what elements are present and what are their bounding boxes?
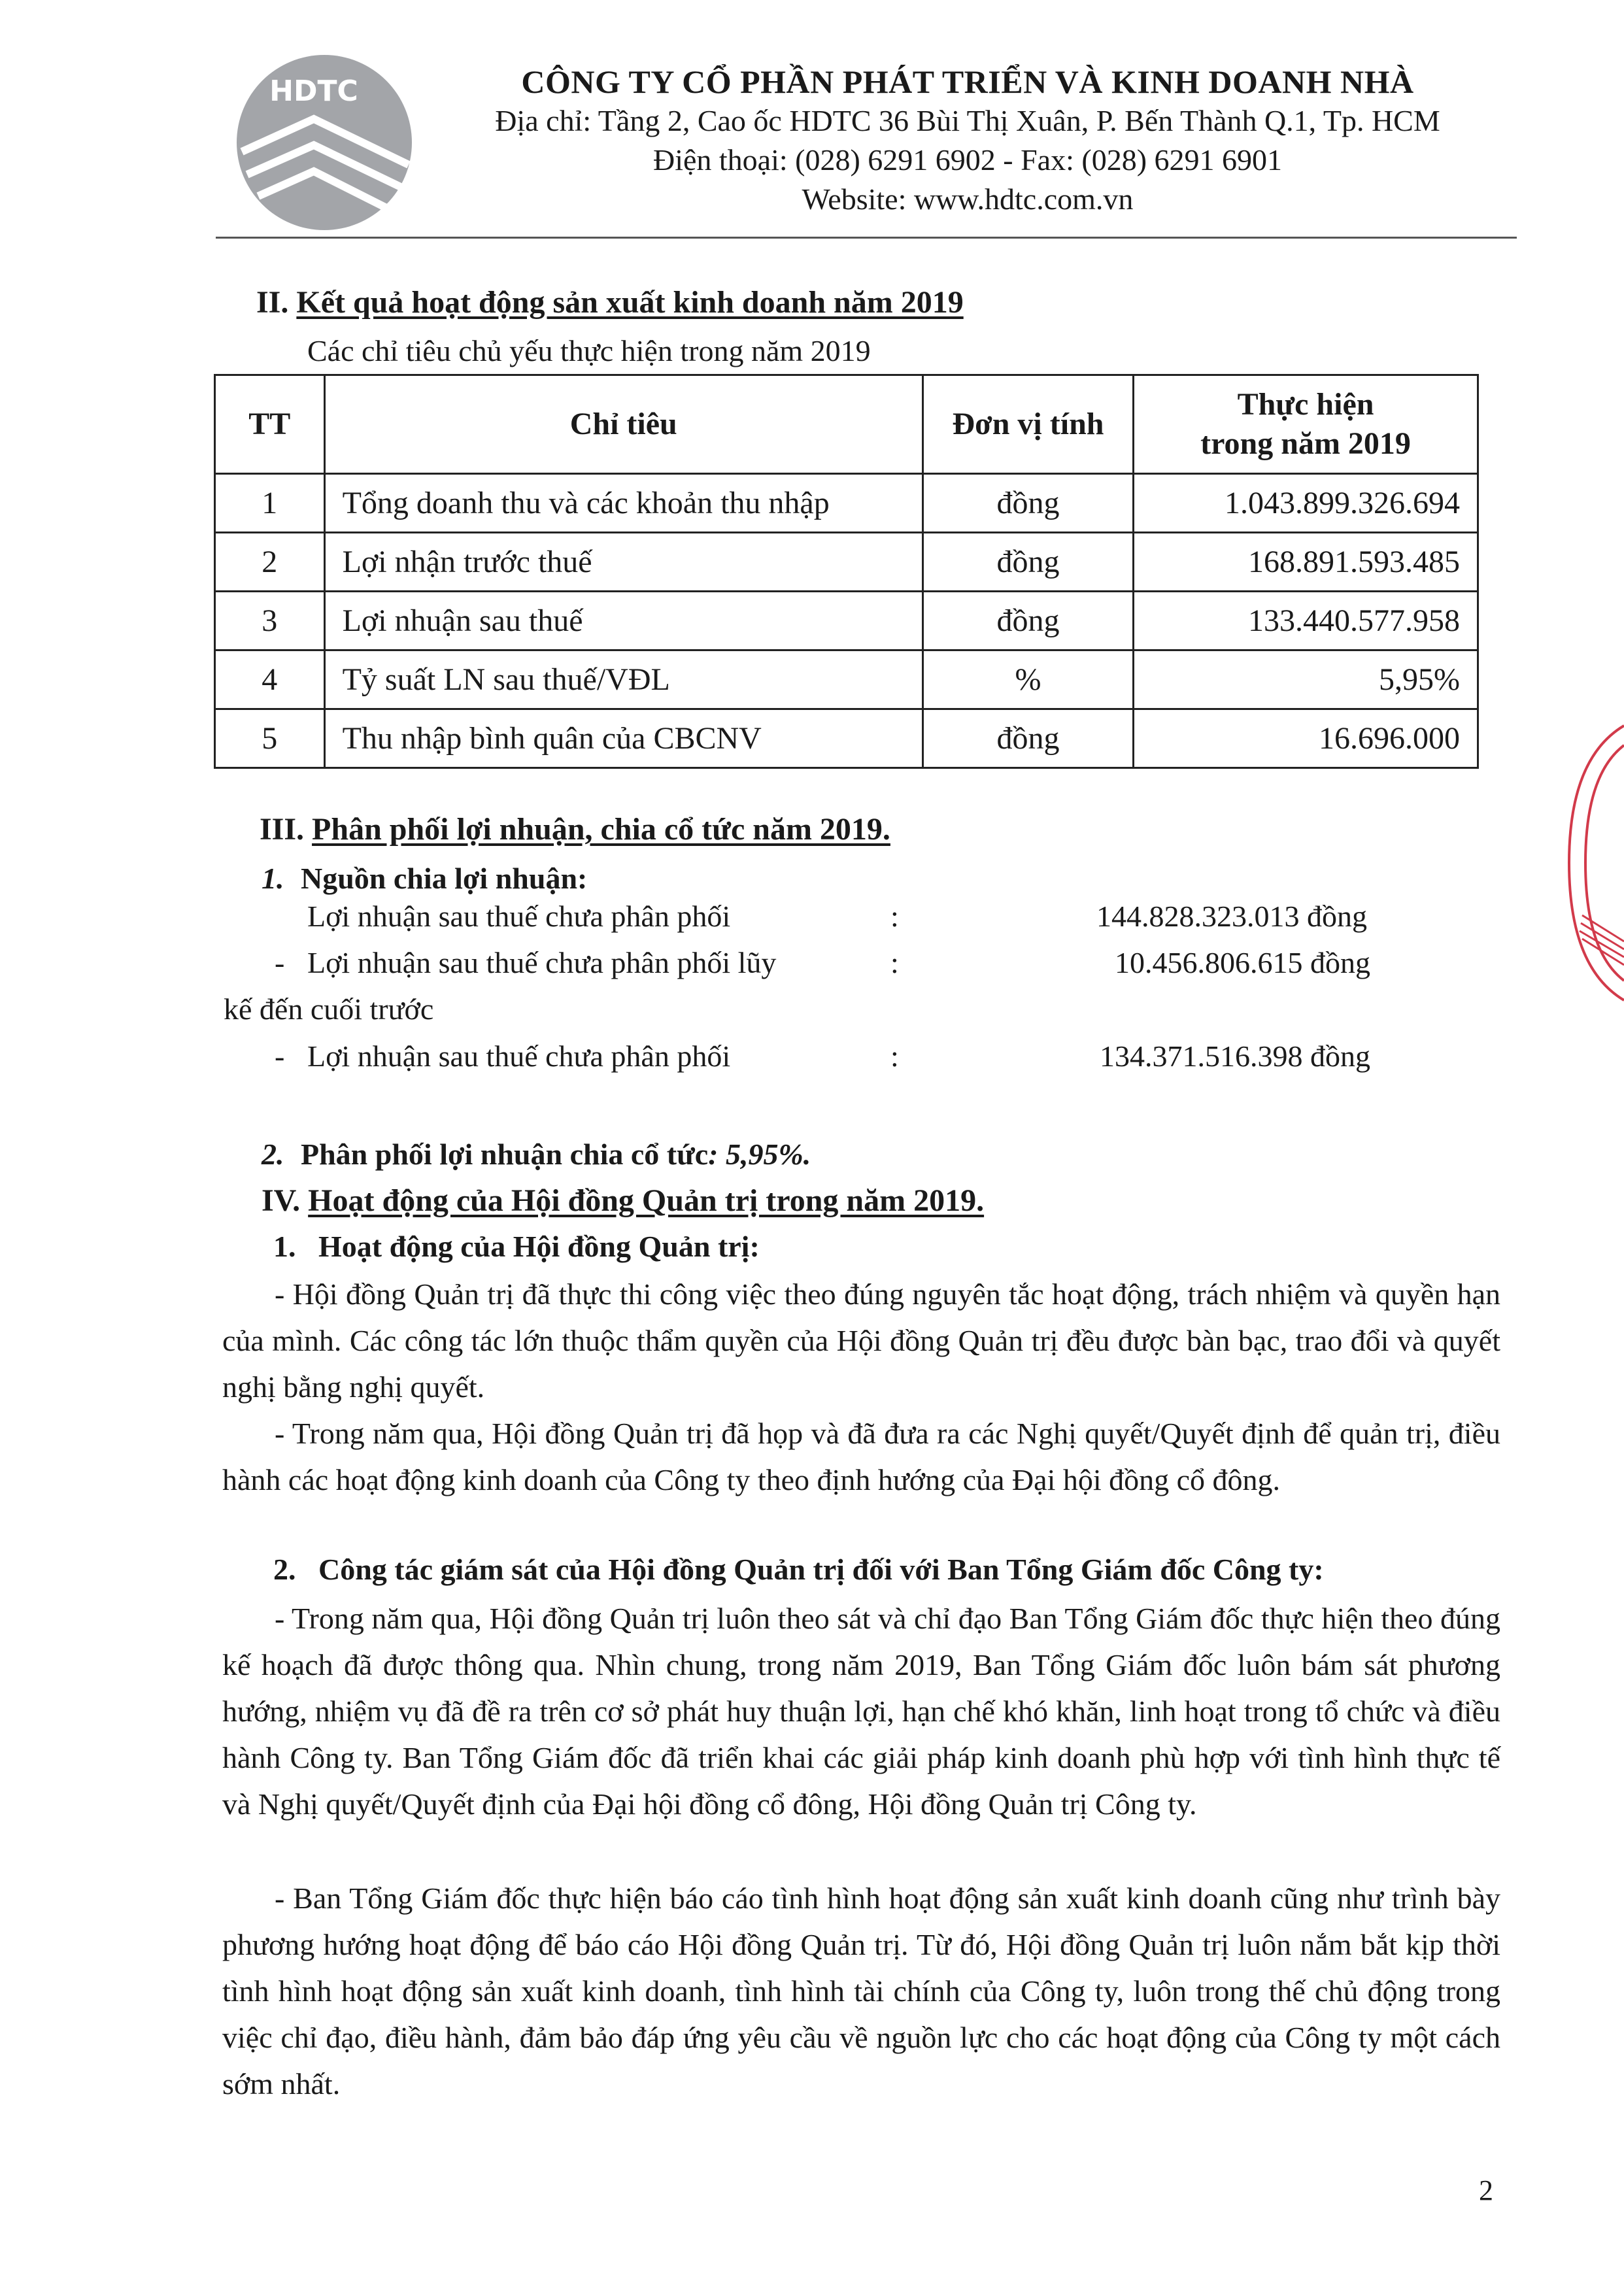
board-activity-heading: 1. Hoạt động của Hội đồng Quản trị: <box>273 1230 760 1263</box>
results-table <box>214 374 1479 769</box>
profit-line-2-value: 10.456.806.615 đồng <box>1115 946 1370 979</box>
cell-gia-tri: 16.696.000 <box>1134 709 1478 768</box>
col-header-thuc-hien-line1: Thực hiện <box>1237 387 1374 422</box>
dividend-number: 2. <box>262 1138 284 1171</box>
col-header-thuc-hien-line2: trong năm 2019 <box>1200 426 1411 461</box>
col-header-don-vi: Đơn vị tính <box>922 375 1133 474</box>
logo-text: HDTC <box>269 75 358 108</box>
cell-chi-tieu: Tổng doanh thu và các khoản thu nhập <box>324 474 922 533</box>
profit-line-1-value: 144.828.323.013 đồng <box>1096 900 1367 933</box>
company-address: Địa chỉ: Tầng 2, Cao ốc HDTC 36 Bùi Thị Xuân, P. Bến Thành Q.1, Tp. HCM <box>495 104 1440 137</box>
company-header <box>418 62 1517 219</box>
table-row <box>215 474 1478 533</box>
cell-don-vi: đồng <box>922 709 1133 768</box>
cell-don-vi: đồng <box>922 533 1133 592</box>
dividend-value: : 5,95%. <box>708 1138 811 1171</box>
cell-gia-tri: 168.891.593.485 <box>1134 533 1478 592</box>
section-iii-title: Phân phối lợi nhuận, chia cổ tức năm 2019. <box>312 812 890 847</box>
dividend-heading <box>262 1136 811 1173</box>
section-iv-numeral: IV. <box>262 1183 301 1218</box>
section-ii-numeral: II. <box>256 285 289 320</box>
cell-tt: 1 <box>215 474 325 533</box>
paragraph-1 <box>222 1271 1500 1410</box>
profit-line-3-value: 134.371.516.398 đồng <box>1100 1039 1370 1073</box>
col-header-chi-tieu: Chỉ tiêu <box>324 375 922 474</box>
supervision-heading: 2. Công tác giám sát của Hội đồng Quản trị đối với Ban Tổng Giám đốc Công ty: <box>273 1553 1324 1586</box>
paragraph-2 <box>222 1410 1500 1503</box>
page-number: 2 <box>1479 2174 1493 2206</box>
paragraph-4-text: - Ban Tổng Giám đốc thực hiện báo cáo tình hình hoạt động sản xuất kinh doanh cũng như trình bày phương hướng hoạt động để báo cáo Hội đồng Quản trị. Từ đó, Hội đồng Quản trị luôn nắm bắt kịp thời tình hình hoạt động sản xuất kinh doanh, tình hình tài chính của Công ty, luôn trong thế chủ động trong việc chỉ đạo, điều hành, đảm bảo đáp ứng yêu cầu về nguồn lực cho các hoạt động của Công ty một cách sớm nhất. <box>222 1881 1500 2100</box>
cell-don-vi: % <box>922 650 1133 709</box>
section-iv-title: Hoạt động của Hội đồng Quản trị trong năm 2019. <box>308 1183 985 1218</box>
section-ii-title: Kết quả hoạt động sản xuất kinh doanh năm 2019 <box>296 285 964 320</box>
cell-chi-tieu: Lợi nhận trước thuế <box>324 533 922 592</box>
section-iii-heading <box>260 811 890 849</box>
cell-don-vi: đồng <box>922 474 1133 533</box>
source-number: 1. <box>262 862 284 895</box>
paragraph-2-text: - Trong năm qua, Hội đồng Quản trị đã họp và đã đưa ra các Nghị quyết/Quyết định để quản trị, điều hành các hoạt động kinh doanh của Công ty theo định hướng của Đại hội đồng cổ đông. <box>222 1417 1500 1496</box>
company-website: Website: www.hdtc.com.vn <box>802 182 1134 216</box>
source-title: Nguồn chia lợi nhuận: <box>301 862 588 895</box>
cell-gia-tri: 5,95% <box>1134 650 1478 709</box>
profit-line-2-label: Lợi nhuận sau thuế chưa phân phối lũy <box>307 946 777 979</box>
profit-line-3-label: Lợi nhuận sau thuế chưa phân phối <box>307 1039 731 1073</box>
table-row <box>215 709 1478 768</box>
cell-tt: 3 <box>215 592 325 650</box>
source-heading <box>262 860 587 898</box>
section-ii-subtitle: Các chỉ tiêu chủ yếu thực hiện trong năm 2019 <box>307 334 871 367</box>
table-header-row <box>215 375 1478 474</box>
paragraph-1-text: - Hội đồng Quản trị đã thực thi công việc theo đúng nguyên tắc hoạt động, trách nhiệm và quyền hạn của mình. Các công tác lớn thuộc thẩm quyền của Hội đồng Quản trị đều được bàn bạc, trao đổi và quyết nghị bằng nghị quyết. <box>222 1277 1500 1404</box>
header-divider <box>216 237 1517 239</box>
cell-tt: 4 <box>215 650 325 709</box>
profit-line-2-continuation: kế đến cuối trước <box>224 992 434 1026</box>
table-row <box>215 592 1478 650</box>
profit-line-2-dash: - <box>275 946 285 979</box>
section-iv-heading <box>262 1182 984 1220</box>
section-iii-numeral: III. <box>260 812 305 847</box>
col-header-tt: TT <box>215 375 325 474</box>
cell-chi-tieu: Tỷ suất LN sau thuế/VĐL <box>324 650 922 709</box>
profit-line-3-colon: : <box>890 1039 899 1073</box>
paragraph-4 <box>222 1875 1500 2107</box>
cell-gia-tri: 1.043.899.326.694 <box>1134 474 1478 533</box>
profit-line-1-label: Lợi nhuận sau thuế chưa phân phối <box>307 900 731 933</box>
cell-don-vi: đồng <box>922 592 1133 650</box>
table-row <box>215 533 1478 592</box>
cell-tt: 2 <box>215 533 325 592</box>
cell-chi-tieu: Thu nhập bình quân của CBCNV <box>324 709 922 768</box>
table-row <box>215 650 1478 709</box>
company-phone-fax: Điện thoại: (028) 6291 6902 - Fax: (028) 6291 6901 <box>652 143 1283 177</box>
cell-chi-tieu: Lợi nhuận sau thuế <box>324 592 922 650</box>
cell-tt: 5 <box>215 709 325 768</box>
paragraph-3-text: - Trong năm qua, Hội đồng Quản trị luôn theo sát và chỉ đạo Ban Tổng Giám đốc thực hiện theo đúng kế hoạch đã được thông qua. Nhìn chung, trong năm 2019, Ban Tổng Giám đốc luôn bám sát phương hướng, nhiệm vụ đã đề ra trên cơ sở phát huy thuận lợi, hạn chế khó khăn, linh hoạt trong tổ chức và điều hành Công ty. Ban Tổng Giám đốc đã triển khai các giải pháp kinh doanh phù hợp với tình hình thực tế và Nghị quyết/Quyết định của Đại hội đồng cổ đông, Hội đồng Quản trị Công ty. <box>222 1602 1500 1821</box>
company-stamp-fragment <box>1556 719 1624 1007</box>
hdtc-logo <box>235 54 413 231</box>
cell-gia-tri: 133.440.577.958 <box>1134 592 1478 650</box>
section-ii-heading <box>256 284 964 322</box>
dividend-title: Phân phối lợi nhuận chia cổ tức <box>301 1138 709 1171</box>
profit-line-3-dash: - <box>275 1039 285 1073</box>
col-header-thuc-hien <box>1134 375 1478 474</box>
paragraph-3 <box>222 1595 1500 1827</box>
company-name: CÔNG TY CỔ PHẦN PHÁT TRIỂN VÀ KINH DOANH NHÀ <box>521 63 1414 100</box>
profit-line-1-colon: : <box>890 900 899 933</box>
profit-line-2-colon: : <box>890 946 899 979</box>
